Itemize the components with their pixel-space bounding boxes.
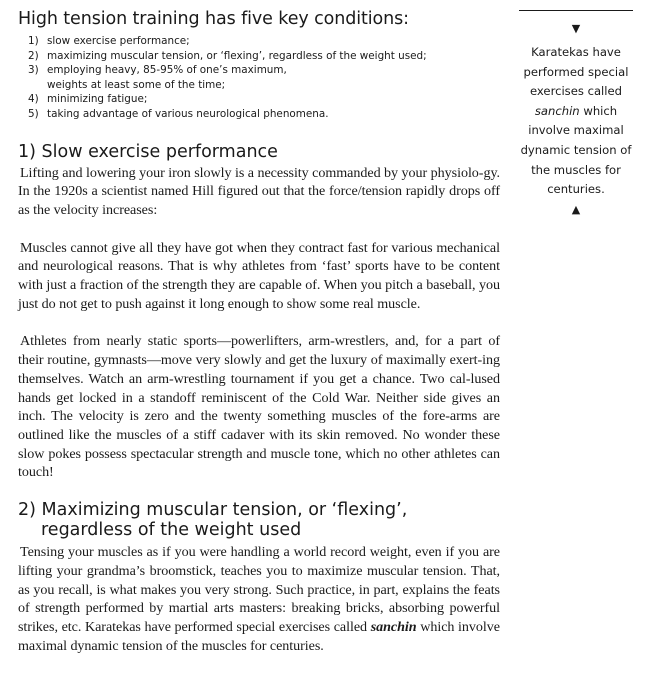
section2-paragraph-text: Tensing your muscles as if you were handling a world record weight, even if you are lifting your grandma’s broomstick, teaches you to maximize muscular tension. That, as you recall, is what makes you very strong. Such practice, in part, explains the feats of strength performed by martial arts masters: breaking bricks, absorbing powerful strikes, etc. Karatekas have performed special exercises called	[18, 544, 500, 635]
section1-paragraph-2: Muscles cannot give all they have got when they contract fast for various mechanical and neurological reasons. That is why athletes from ‘fast’ sports have to be content with just a fraction of the strength they are capable of. When you pitch a baseball, you just do not get to push against it long enough to show some real muscle.	[18, 239, 500, 312]
section2-paragraph-text-end: which involve maximal dynamic tension of the muscles for centuries.	[18, 618, 500, 654]
section1-paragraph-3: Athletes from nearly static sports—powerlifters, arm-wrestlers, and, for a part of their routine, gymnasts—move very slowly and get the luxury of maximally exert-ing themselves. Watch an arm-wrestling tournament if you get a chance. Two cal-lused hands get locked in a standoff reminiscent of the Cold War. Neither side gives an inch. The velocity is zero and the twenty something muscles of the fore-arms are outlined like the muscles of a stiff cadaver with its skin removed. No wonder these slow pokes possess spectacular strength and muscle tone, which no other athletes can touch!	[18, 333, 500, 481]
triangle-up-icon: ▲	[571, 202, 581, 216]
condition-item	[28, 34, 500, 49]
section2-heading-line2: regardless of the weight used	[41, 520, 302, 541]
condition-text: taking advantage of various neurological phenomena.	[47, 107, 329, 120]
condition-number: 2)	[28, 49, 39, 62]
sidebar-top-rule	[519, 10, 633, 11]
triangle-down-icon: ▼	[571, 22, 581, 35]
condition-number: 4)	[28, 93, 39, 106]
condition-text: slow exercise performance;	[47, 35, 190, 47]
section2-paragraph-emphasis: sanchin	[370, 618, 417, 635]
section2-heading-line1: 2) Maximizing muscular tension, or ‘flexing’,	[18, 500, 408, 521]
section1-paragraph-1: Lifting and lowering your iron slowly is a necessity commanded by your physiolo-gy. In the 1920s a scientist named Hill figured out that the force/tension rapidly drops off as the velocity increases:	[18, 164, 500, 218]
section1-heading: 1) Slow exercise performance	[18, 141, 278, 162]
condition-item	[28, 63, 500, 92]
section2-heading	[18, 500, 500, 540]
condition-number: 5)	[28, 107, 39, 120]
condition-item	[28, 107, 500, 122]
condition-text: minimizing fatigue;	[47, 93, 148, 106]
section2-paragraph	[18, 543, 500, 655]
sidebar-quote-text-end: which involve maximal dynamic tension of the muscles for centuries.	[520, 103, 632, 197]
condition-item	[28, 92, 500, 107]
main-column	[18, 8, 500, 655]
sidebar-quote	[519, 43, 633, 200]
main-heading: High tension training has five key conditions:	[18, 9, 409, 29]
condition-number: 1)	[28, 35, 39, 47]
sidebar-quote-text: Karatekas have performed special exercises called	[523, 45, 629, 99]
sidebar-quote-emphasis: sanchin	[534, 103, 580, 118]
condition-item	[28, 49, 500, 64]
conditions-list	[28, 34, 500, 122]
sidebar-callout	[519, 10, 633, 216]
condition-number: 3)	[28, 64, 39, 77]
condition-text: maximizing muscular tension, or ‘flexing’, regardless of the weight used;	[47, 49, 427, 62]
condition-text: employing heavy, 85-95% of one’s maximum, weights at least some of the time;	[47, 64, 287, 91]
